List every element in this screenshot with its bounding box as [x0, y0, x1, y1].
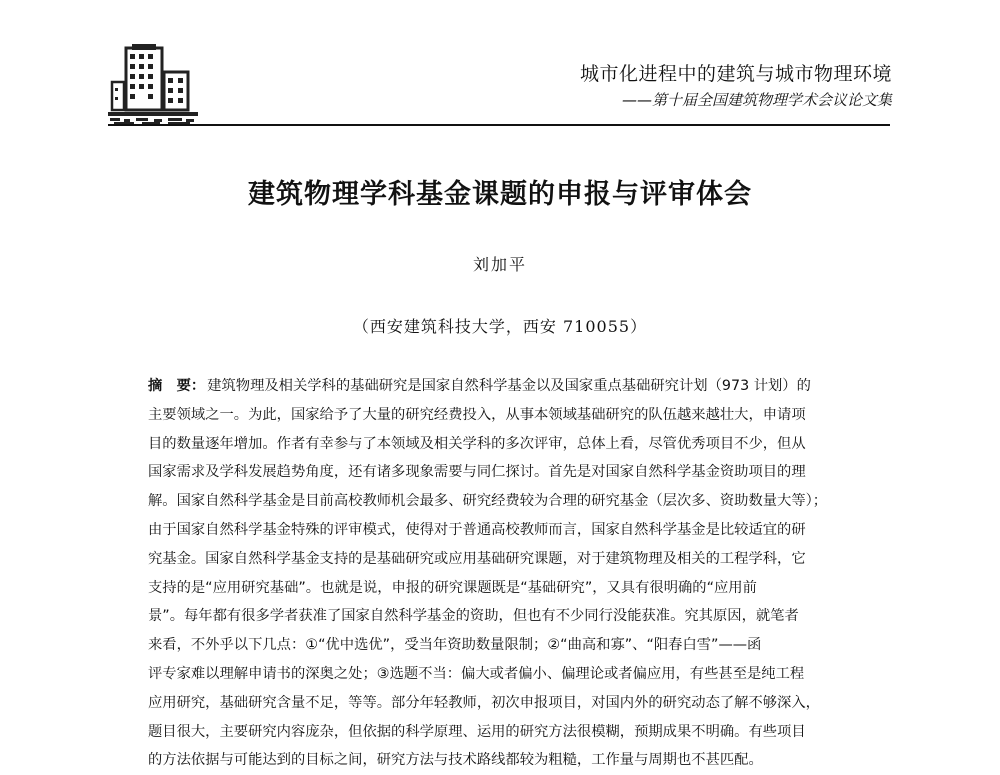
header-rule [108, 124, 890, 126]
building-logo-icon [108, 42, 198, 126]
abstract-line: 景”。每年都有很多学者获准了国家自然科学基金的资助，但也有不少同行没能获准。究其原因，就笔者 [148, 608, 799, 625]
series-header [580, 60, 892, 112]
abstract [148, 372, 856, 775]
paper-author: 刘加平 [472, 255, 527, 274]
abstract-line: 摘 要： 建筑物理及相关学科的基础研究是国家自然科学基金以及国家重点基础研究计划（973 计划）的 [148, 378, 811, 394]
paper-title: 建筑物理学科基金课题的申报与评审体会 [248, 179, 752, 210]
abstract-line: 来看，不外乎以下几点：①“优中选优”，受当年资助数量限制；②“曲高和寡”、“阳春白雪”——函 [148, 637, 762, 654]
abstract-line: 支持的是“应用研究基础”。也就是说，申报的研究课题既是“基础研究”，又具有很明确的“应用前 [148, 579, 757, 596]
series-title: 城市化进程中的建筑与城市物理环境 [579, 63, 892, 85]
abstract-line: 的方法依据与可能达到的目标之间，研究方法与技术路线都较为粗糙，工作量与周期也不甚匹配。 [148, 752, 763, 769]
abstract-line: 应用研究，基础研究含量不足，等等。部分年轻教师，初次申报项目，对国内外的研究动态了解不够深入， [148, 694, 820, 711]
abstract-line: 解。国家自然科学基金是目前高校教师机会最多、研究经费较为合理的研究基金（层次多、资助数量大等）； [148, 493, 828, 510]
series-subtitle: ——第十届全国建筑物理学术会议论文集 [621, 91, 892, 109]
abstract-line: 由于国家自然科学基金特殊的评审模式，使得对于普通高校教师而言，国家自然科学基金是比较适宜的研 [148, 521, 806, 538]
abstract-line: 究基金。国家自然科学基金支持的是基础研究或应用基础研究课题，对于建筑物理及相关的工程学科，它 [148, 550, 806, 567]
abstract-line: 评专家难以理解申请书的深奥之处；③选题不当：偏大或者偏小、偏理论或者偏应用，有些甚至是纯工程 [148, 665, 805, 682]
abstract-line: 国家需求及学科发展趋势角度，还有诸多现象需要与同仁探讨。首先是对国家自然科学基金资助项目的理 [148, 464, 806, 481]
paper-affiliation: （西安建筑科技大学，西安 710055） [352, 317, 648, 336]
abstract-label: 摘 要： [148, 378, 206, 394]
abstract-line: 题目很大，主要研究内容庞杂，但依据的科学原理、运用的研究方法很模糊，预期成果不明确。有些项目 [148, 723, 806, 740]
abstract-line: 主要领域之一。为此，国家给予了大量的研究经费投入，从事本领域基础研究的队伍越来越壮大，申请项 [148, 406, 806, 423]
abstract-line: 目的数量逐年增加。作者有幸参与了本领域及相关学科的多次评审，总体上看，尽管优秀项目不少，但从 [148, 435, 806, 452]
